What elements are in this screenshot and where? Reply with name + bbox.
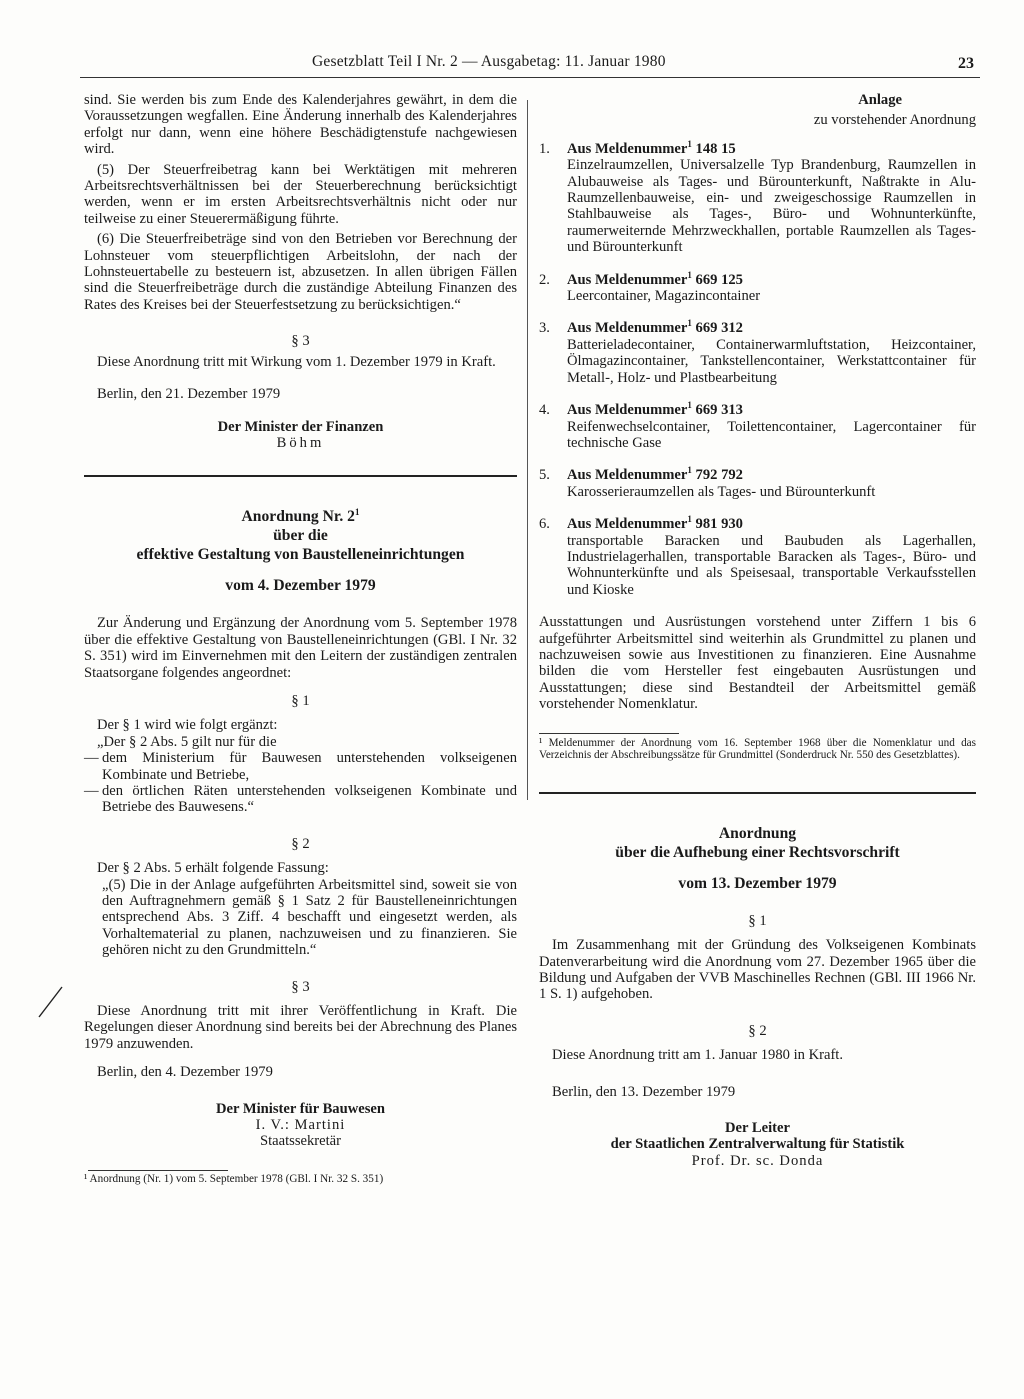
decree-s2-heading: § 2 <box>291 835 310 852</box>
paragraph-5: (5) Der Steuerfreibetrag kann bei Werktätigen mit mehreren Arbeitsrechtsverhältnissen bei der Steuerberechnung berücksichtigt werden, wenn er im ersten Arbeitsrechtsverhältnis nicht oder nur teilweise zu einer Steuerermäßigung führte. <box>84 161 517 227</box>
anlage-item <box>539 467 976 500</box>
continued-paragraph: sind. Sie werden bis zum Ende des Kalenderjahres gewährt, in dem die Voraussetzungen wegfallen. Eine Änderung innerhalb des Kalenderjahres erfolgt nur dann, wenn eine höhere Beschädigtenstufe nachgewiesen wird. <box>84 92 517 158</box>
repeal-s2-heading: § 2 <box>748 1022 767 1039</box>
repeal-signer-name: Prof. Dr. sc. Donda <box>691 1152 824 1169</box>
item-heading: Aus Meldenummer$^1$ 148 15 <box>567 138 736 157</box>
running-header <box>0 54 1024 76</box>
item-description: Einzelraumzellen, Universalzelle Typ Brandenburg, Raumzellen in Alubauweise als Tages- und Bürounterkunft, Naßtrakte in Alu-Raumzellenbauweise, ein- und zweigeschossige Raumzellen in Stahlbauweise als Tages-, Büro- und Wohnunterkünfte, raumerweiternde Mehrzweckhallen, portable Raumzellen als Tages- und Bürounterkunft <box>567 157 976 256</box>
decree-date: vom 4. Dezember 1979 <box>225 577 376 595</box>
item-heading: Aus Meldenummer$^1$ 669 313 <box>567 400 743 419</box>
item-number: 1. <box>539 140 550 157</box>
decree-footnote: ¹ Anordnung (Nr. 1) vom 5. September 1978 (GBl. I Nr. 32 S. 351) <box>84 1172 384 1185</box>
decree-signer-title: Der Minister für Bauwesen <box>215 1100 386 1117</box>
item-heading: Aus Meldenummer$^1$ 669 312 <box>567 318 743 337</box>
repeal-title-line1: Anordnung <box>718 824 797 842</box>
place-date: Berlin, den 21. Dezember 1979 <box>97 386 281 403</box>
anlage-subtitle: zu vorstehender Anordnung <box>813 112 976 129</box>
anlage-footnote: ¹ Meldenummer der Anordnung vom 16. September 1968 über die Nomenklatur und das Verzeichnis der Abschreibungssätze für Grundmittel (Sonderdruck Nr. 550 des Gesetzblattes). <box>539 736 976 762</box>
decree-s1-quote: „Der § 2 Abs. 5 gilt nur für die <box>97 733 277 750</box>
anlage-item <box>539 320 976 386</box>
footnote-rule <box>539 733 679 734</box>
bullet-dash: — <box>84 782 99 799</box>
repeal-signer-title-2: der Staatlichen Zentralverwaltung für Statistik <box>610 1136 905 1153</box>
bullet-text: den örtlichen Räten unterstehenden volkseigenen Kombinate und Betriebe des Bauwesens.“ <box>102 782 517 816</box>
page-number: 23 <box>958 55 974 72</box>
item-number: 2. <box>539 271 550 288</box>
item-description: transportable Baracken und Baubuden als Lagerhallen, Industrielagerhallen, transportable Baracken als Tages-, Büro- und Wohnunterkünfte und als Speisesaal, transportable Verkaufsstellen und Kioske <box>567 532 976 598</box>
column-divider <box>527 100 528 800</box>
item-description: Reifenwechselcontainer, Toilettencontainer, Lagercontainer für technische Gase <box>567 418 976 451</box>
footnote-rule <box>88 1170 228 1171</box>
decree-s3-heading: § 3 <box>291 978 310 995</box>
footnote-marker: 1 <box>354 507 360 518</box>
anlage-list <box>539 138 976 598</box>
decree-bullet <box>84 750 517 783</box>
anlage-item <box>539 138 976 256</box>
anlage-item <box>539 269 976 305</box>
anlage-title: Anlage <box>858 92 902 108</box>
item-description: Karosserieraumzellen als Tages- und Bürounterkunft <box>567 483 876 500</box>
repeal-signer-title-1: Der Leiter <box>725 1120 790 1137</box>
item-heading: Aus Meldenummer$^1$ 669 125 <box>567 269 743 288</box>
bullet-text: dem Ministerium für Bauwesen unterstehenden volkseigenen Kombinate und Betriebe, <box>102 750 517 783</box>
anlage-item <box>539 516 976 598</box>
decree-s2-quote: „(5) Die in der Anlage aufgeführten Arbeitsmittel sind, soweit sie von den Auftragnehmern gemäß § 1 Satz 2 für Baustelleneinrichtungen entsprechend Abs. 3 Ziff. 4 beschafft und eingesetzt werden, als Vorhaltematerial zu planen, nachzuweisen und zu finanzieren. Sie gehören nicht zu den Grundmitteln.“ <box>102 876 517 959</box>
bullet-dash: — <box>84 750 99 767</box>
header-rule <box>80 77 980 78</box>
item-number: 3. <box>539 320 550 337</box>
decree-s1-heading: § 1 <box>291 692 310 709</box>
right-column <box>539 92 976 1169</box>
section-3-text: Diese Anordnung tritt mit Wirkung vom 1. Dezember 1979 in Kraft. <box>97 353 496 370</box>
decree-s1-text: Der § 1 wird wie folgt ergänzt: <box>97 717 278 734</box>
left-column <box>84 92 517 1185</box>
decree-signer-iv: I. V.: Martini <box>255 1117 346 1134</box>
signer-name: Böhm <box>276 434 325 451</box>
item-number: 5. <box>539 467 550 484</box>
decree-s3-text: Diese Anordnung tritt mit ihrer Veröffentlichung in Kraft. Die Regelungen dieser Anordnung sind bereits bei der Abrechnung des Planes 1979 anzuwenden. <box>84 1003 517 1052</box>
repeal-s1-heading: § 1 <box>748 912 767 929</box>
repeal-s2-text: Diese Anordnung tritt am 1. Januar 1980 in Kraft. <box>552 1047 844 1064</box>
paragraph-6: (6) Die Steuerfreibeträge sind von den Betrieben vor Berechnung der Lohnsteuer vom steuerpflichtigen Arbeitslohn, der nach der Lohnsteuertabelle zu besteuern ist, abzusetzen. In allen übrigen Fällen sind die Steuerfreibeträge durch die zuständige Abteilung Finanzen des Rates des Kreises bei der Steuerfestsetzung zu berücksichtigen.“ <box>84 231 517 313</box>
repeal-date: vom 13. Dezember 1979 <box>678 874 837 892</box>
item-heading: Aus Meldenummer$^1$ 792 792 <box>567 465 743 484</box>
repeal-s1-text: Im Zusammenhang mit der Gründung des Volkseigenen Kombinats Datenverarbeitung wird die Anordnung vom 27. Dezember 1965 über die Bildung und Aufgaben der VVB Maschinelles Rechnen (GBl. III 1966 Nr. 1 S. 1) aufgehoben. <box>539 937 976 1003</box>
repeal-title-line2: über die Aufhebung einer Rechtsvorschrift <box>615 843 900 861</box>
repeal-place-date: Berlin, den 13. Dezember 1979 <box>552 1083 736 1100</box>
section-3-heading: § 3 <box>291 333 310 350</box>
margin-pencil-mark <box>36 985 64 1019</box>
decree-s2-text: Der § 2 Abs. 5 erhält folgende Fassung: <box>97 860 329 877</box>
decree-title-line3: effektive Gestaltung von Baustelleneinrichtungen <box>136 546 465 564</box>
signer-title: Der Minister der Finanzen <box>217 418 384 435</box>
item-number: 6. <box>539 516 550 533</box>
item-heading: Aus Meldenummer$^1$ 981 930 <box>567 514 743 533</box>
decree-bullet <box>84 783 517 816</box>
decree-title-line1: Anordnung Nr. $2^1$ <box>241 507 360 526</box>
decree-signer-role: Staatssekretär <box>259 1133 342 1150</box>
header-title: Gesetzblatt Teil I Nr. 2 — Ausgabetag: 11. Januar 1980 <box>312 53 666 70</box>
item-description: Leercontainer, Magazincontainer <box>567 288 761 305</box>
anlage-closing-paragraph: Ausstattungen und Ausrüstungen vorstehend unter Ziffern 1 bis 6 aufgeführter Arbeitsmittel sind weiterhin als Grundmittel zu planen und nachzuweisen sowie aus Investitionen zu finanzieren. Eine Ausnahme bilden die vom Hersteller fest eingebauten Ausrüstungen und Ausstattungen; diese sind Bestandteil der Arbeitsmittel gemäß vorstehender Nomenklatur. <box>539 614 976 713</box>
decree-title-line2: über die <box>273 527 328 545</box>
item-number: 4. <box>539 402 550 419</box>
decree-place-date: Berlin, den 4. Dezember 1979 <box>97 1064 273 1081</box>
anlage-item <box>539 402 976 451</box>
decree-intro: Zur Änderung und Ergänzung der Anordnung vom 5. September 1978 über die effektive Gestaltung von Baustelleneinrichtungen (GBl. I Nr. 32 S. 351) wird im Einvernehmen mit den Leitern der zuständigen zentralen Staatsorgane folgendes angeordnet: <box>84 615 517 681</box>
item-description: Batterieladecontainer, Containerwarmluftstation, Heizcontainer, Ölmagazincontainer, Tankstellencontainer, Werkstattcontainer für Metall-, Holz- und Plastbearbeitung <box>567 336 976 386</box>
